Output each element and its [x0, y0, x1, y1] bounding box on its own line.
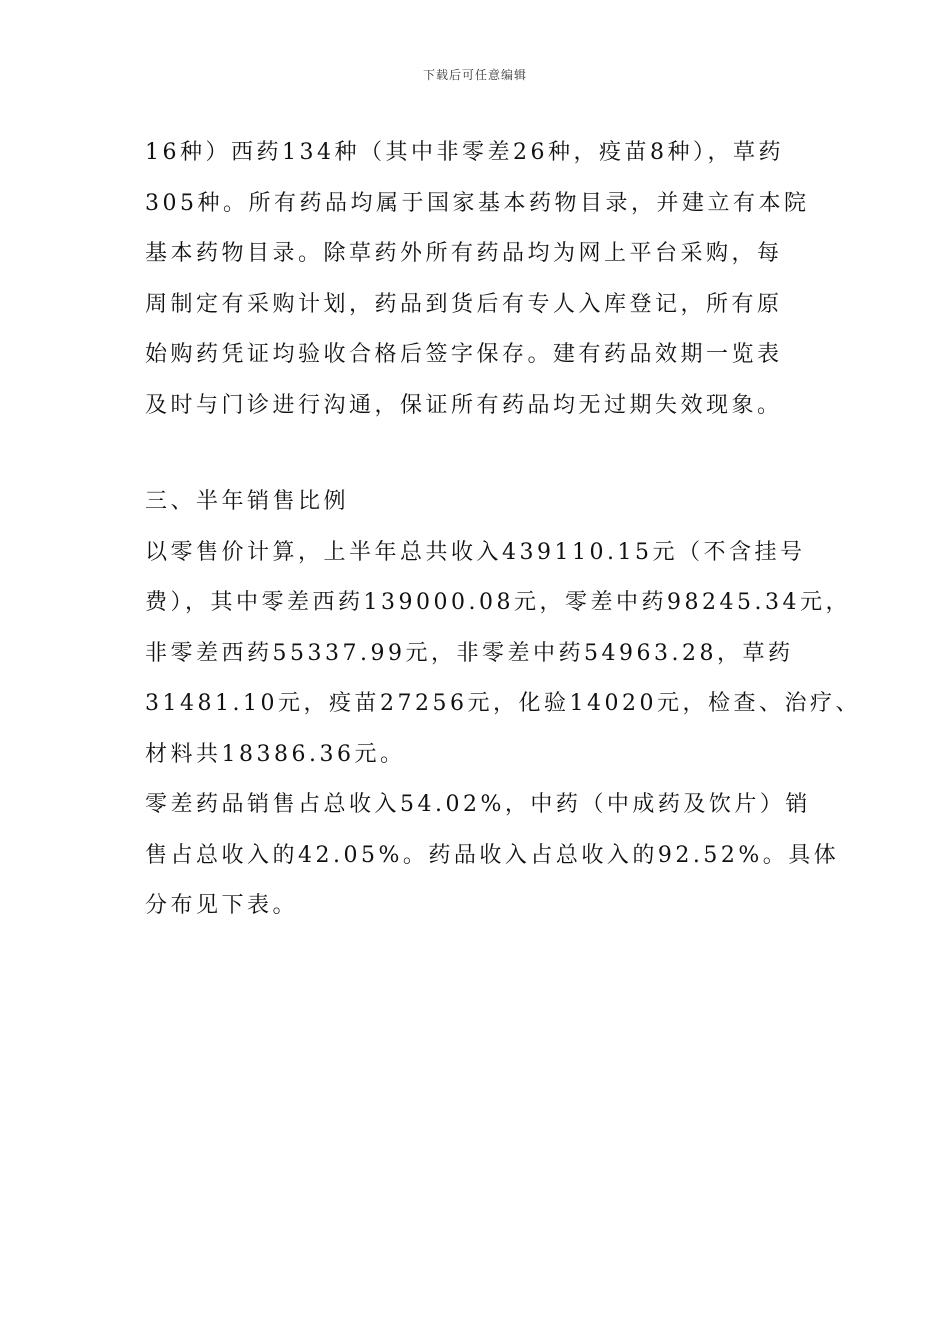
paragraph-2-line-4: 31481.10元，疫苗27256元，化验14020元，检查、治疗、: [145, 691, 861, 716]
paragraph-2-line-5: 材料共18386.36元。: [145, 741, 406, 767]
paragraph-1-line-2: 305种。所有药品均属于国家基本药物目录，并建立有本院: [145, 190, 810, 216]
section-heading: 三、半年销售比例: [145, 489, 350, 514]
paragraph-3-line-1: 零差药品销售占总收入54.02%，中药（中成药及饮片）销: [145, 792, 811, 817]
paragraph-1-line-5: 始购药凭证均验收合格后签字保存。建有药品效期一览表: [145, 342, 783, 367]
paragraph-1-line-1: 16种）西药134种（其中非零差26种，疫苗8种），草药: [145, 140, 784, 165]
paragraph-1-line-3: 基本药物目录。除草药外所有药品均为网上平台采购，每: [145, 241, 783, 266]
document-body: [145, 128, 861, 932]
paragraph-1-line-6: 及时与门诊进行沟通，保证所有药品均无过期失效现象。: [145, 392, 783, 418]
paragraph-1-line-4: 周制定有采购计划，药品到货后有专人入库登记，所有原: [145, 291, 783, 317]
paragraph-2-line-3: 非零差西药55337.99元，非零差中药54963.28，草药: [145, 640, 794, 666]
paragraph-3-line-2: 售占总收入的42.05%。药品收入占总收入的92.52%。具体: [145, 842, 840, 868]
page-header: 下载后可任意编辑: [422, 68, 527, 82]
paragraph-2-line-1: 以零售价计算，上半年总共收入439110.15元（不含挂号: [145, 539, 806, 565]
paragraph-2-line-2: 费），其中零差西药139000.08元，零差中药98245.34元，: [145, 590, 851, 615]
paragraph-3-line-3: 分布见下表。: [145, 893, 299, 918]
paragraph-spacer: [145, 431, 825, 477]
